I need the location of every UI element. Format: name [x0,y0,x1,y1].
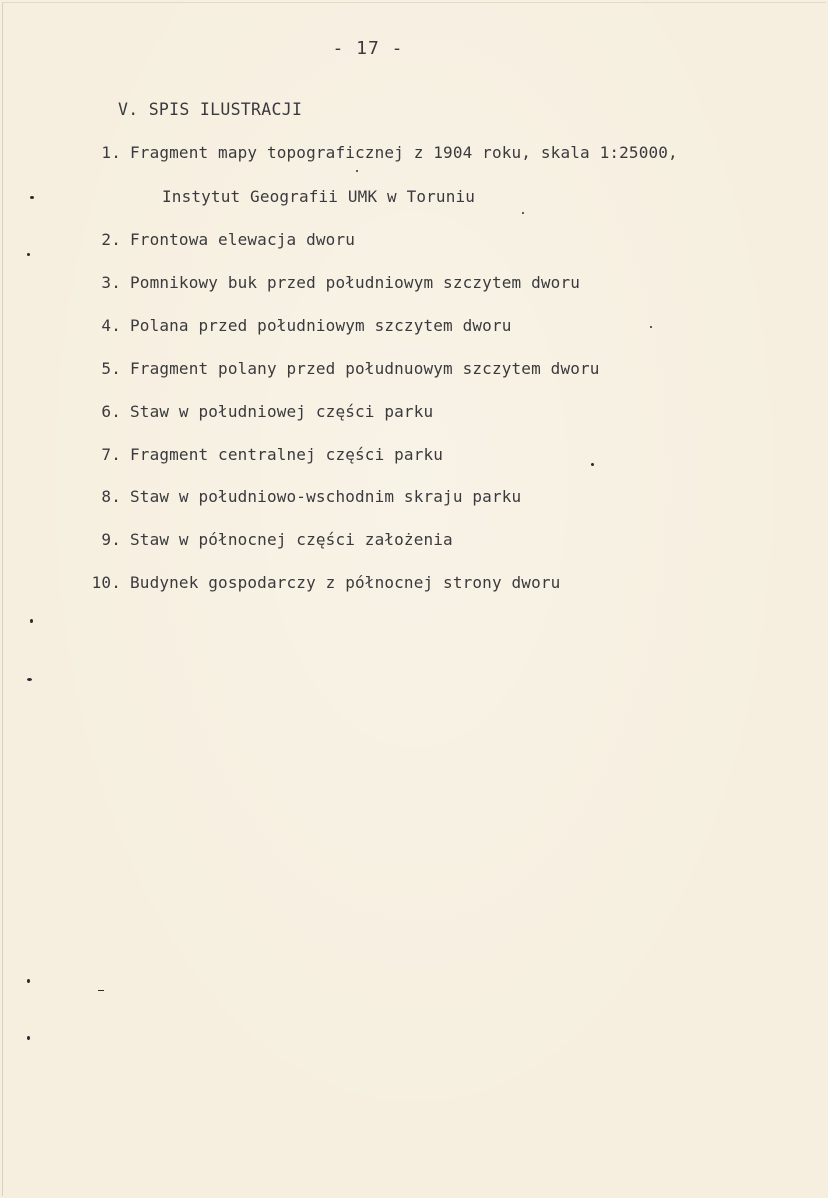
page-edge [2,2,826,1196]
item-text: Fragment polany przed połudnuowym szczytem dworu [130,359,600,378]
item-text: Polana przed południowym szczytem dworu [130,316,512,335]
item-text: Fragment mapy topograficznej z 1904 roku, skala 1:25000, [130,143,678,162]
scan-speck [27,1036,30,1040]
item-number: 6. [101,402,121,421]
scan-speck [356,170,358,172]
scan-speck [27,253,30,256]
item-number: 5. [101,359,121,378]
item-number: 7. [101,445,121,464]
list-item-continuation: Instytut Geografii UMK w Toruniu [162,187,476,206]
item-text: Pomnikowy buk przed południowym szczytem dworu [130,273,581,292]
item-number: 3. [101,273,121,292]
list-item [88,487,521,506]
list-item [88,230,355,249]
item-number: 1. [101,143,121,162]
scan-speck [30,619,33,623]
list-item [88,573,560,592]
item-text: Staw w północnej części założenia [130,530,453,549]
scan-speck [27,678,32,681]
list-item [88,445,443,464]
item-number: 2. [101,230,121,249]
item-text: Frontowa elewacja dworu [130,230,356,249]
scan-speck [650,326,652,328]
item-number: 8. [101,487,121,506]
scan-speck [27,979,30,983]
list-item [88,402,433,421]
item-number: 4. [101,316,121,335]
list-item [88,143,678,162]
scan-speck [591,463,594,466]
scan-speck [98,990,104,991]
item-number: 9. [101,530,121,549]
item-text: Staw w południowej części parku [130,402,434,421]
section-heading: V. SPIS ILUSTRACJI [118,100,303,119]
item-text: Staw w południowo-wschodnim skraju parku [130,487,522,506]
item-number: 10. [91,573,121,592]
list-item [88,273,580,292]
item-text: Budynek gospodarczy z północnej strony dworu [130,573,561,592]
page-number: - 17 - [332,38,404,59]
list-item [88,359,600,378]
list-item [88,316,512,335]
scan-speck [522,212,524,214]
list-item [88,530,453,549]
item-text: Fragment centralnej części parku [130,445,444,464]
scan-speck [30,196,34,199]
